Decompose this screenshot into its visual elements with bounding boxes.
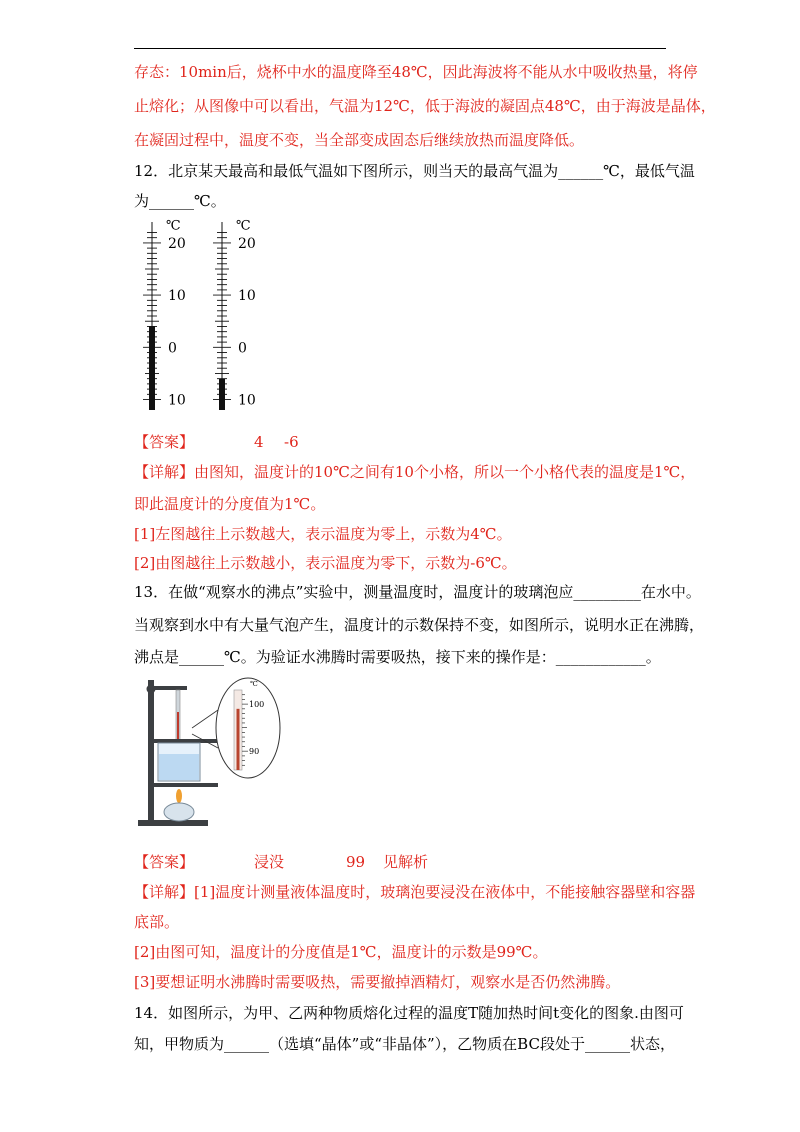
answer-12-label: 【答案】: [134, 433, 195, 451]
tick-label: 10: [168, 392, 186, 409]
detail-12-step-2: [2]由图越往上示数越小，表示温度为零下，示数为-6℃。: [134, 554, 517, 572]
tick-label: 0: [168, 340, 177, 357]
tick-label: 20: [168, 235, 186, 252]
question-14-cont: 知，甲物质为______（选填“晶体”或“非晶体”），乙物质在BC段处于______状态，: [134, 1035, 675, 1053]
answer-13-value-1: 浸没: [254, 853, 285, 871]
zoom-circle: [216, 678, 280, 778]
lamp-flame: [176, 789, 182, 803]
answer-13-value-3: 见解析: [383, 853, 429, 871]
tick-label: 0: [238, 340, 247, 357]
stand-rod: [148, 680, 154, 822]
text-line: 止熔化；从图像中可以看出，气温为12℃，低于海波的凝固点48℃，由于海波是晶体，: [134, 97, 716, 115]
question-12-cont: 为______℃。: [134, 192, 226, 210]
alcohol-lamp: [164, 803, 194, 821]
tick-label: 10: [168, 288, 186, 305]
thermometers-figure: [140, 214, 280, 420]
thermometer-left: [143, 219, 186, 410]
detail-12-cont: 即此温度计的分度值为1℃。: [134, 495, 326, 513]
question-14: 14．如图所示，为甲、乙两种物质熔化过程的温度T随加热时间t变化的图象.由图可: [134, 1004, 684, 1022]
water: [159, 754, 199, 780]
question-13: 13．在做“观察水的沸点”实验中，测量温度时，温度计的玻璃泡应_________在水中。: [134, 583, 701, 601]
detail-12-step-1: [1]左图越往上示数越大，表示温度为零上，示数为4℃。: [134, 525, 512, 543]
tick-label: 90: [249, 747, 260, 757]
tick-label: 10: [238, 392, 256, 409]
mercury-column: [149, 326, 155, 410]
answer-12-value-2: -6: [284, 433, 299, 451]
detail-13-step-2: [2]由图可知，温度计的分度值是1℃，温度计的示数是99℃。: [134, 943, 548, 961]
question-13-cont: 当观察到水中有大量气泡产生，温度计的示数保持不变，如图所示，说明水正在沸腾，: [134, 616, 705, 634]
unit-label: ℃: [236, 218, 251, 234]
answer-13-label: 【答案】: [134, 853, 195, 871]
liquid-column: [237, 709, 240, 770]
detail-13: 【详解】[1]温度计测量液体温度时，玻璃泡要浸没在液体中，不能接触容器壁和容器: [134, 883, 696, 901]
text-line: 在凝固过程中，温度不变，当全部变成固态后继续放热而温度降低。: [134, 131, 585, 149]
question-12: 12．北京某天最高和最低气温如下图所示，则当天的最高气温为______℃，最低气温: [134, 162, 695, 180]
answer-12-value-1: 4: [254, 433, 264, 451]
gauze-ring: [148, 739, 222, 743]
detail-12: 【详解】由图知，温度计的10℃之间有10个小格，所以一个小格代表的温度是1℃，: [134, 463, 696, 481]
boiling-apparatus-figure: [134, 672, 284, 836]
clamp-arm: [151, 686, 187, 690]
header-rule: [134, 48, 666, 49]
unit-label: ℃: [166, 218, 181, 234]
unit-label: ℃: [250, 680, 258, 688]
thermometer-right: [213, 219, 256, 410]
mercury-column: [219, 379, 225, 410]
tick-label: 100: [249, 700, 265, 710]
answer-13-value-2: 99: [346, 853, 366, 871]
question-13-cont2: 沸点是______℃。为验证水沸腾时需要吸热，接下来的操作是：____________。: [134, 648, 661, 666]
detail-13-step-3: [3]要想证明水沸腾时需要吸热，需要撤掉酒精灯，观察水是否仍然沸腾。: [134, 973, 621, 991]
tick-label: 10: [238, 288, 256, 305]
text-line: 存态：10min后，烧杯中水的温度降至48℃，因此海波将不能从水中吸收热量，将停: [134, 63, 698, 81]
burner-ring: [148, 783, 218, 787]
detail-13-cont: 底部。: [134, 913, 180, 931]
tick-label: 20: [238, 235, 256, 252]
